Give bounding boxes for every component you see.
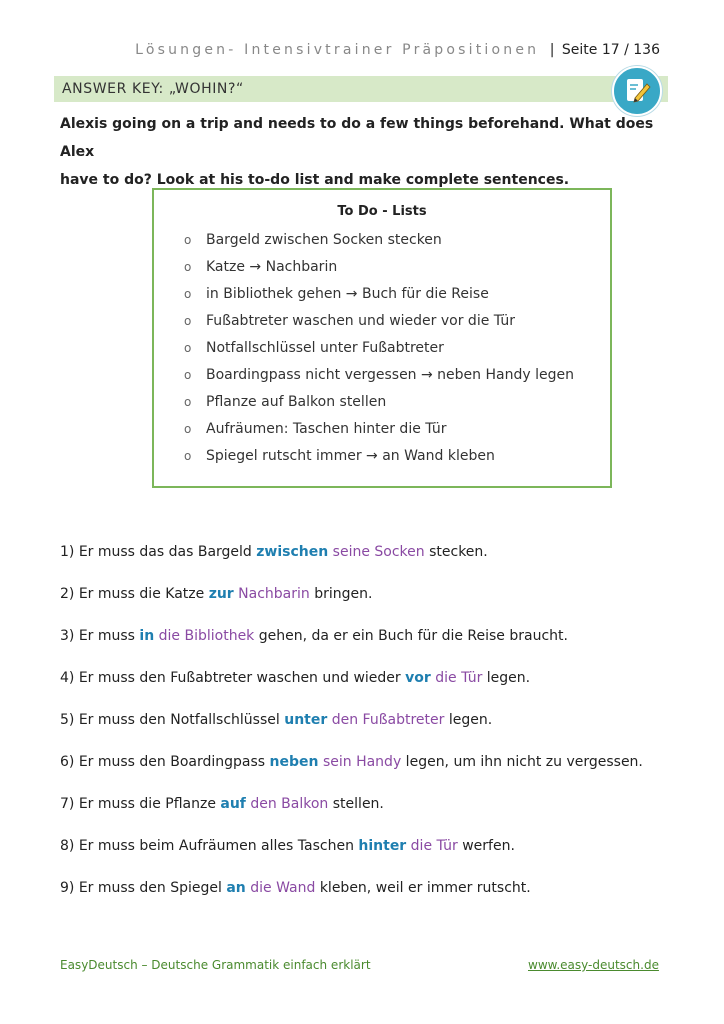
answer-text: werfen. [457, 838, 515, 854]
answer-preposition: unter [284, 712, 328, 728]
answer-object: die Tür [410, 838, 458, 854]
answer-sentence [60, 586, 643, 628]
page-number: Seite 17 / 136 [561, 42, 660, 58]
answer-preposition: vor [405, 670, 431, 686]
section-title: ANSWER KEY: „WOHIN?“ [62, 81, 244, 97]
instructions-line-2: have to do? Look at his to-do list and make complete sentences. [60, 172, 570, 188]
answer-text: stellen. [328, 796, 384, 812]
circle-bullet-icon: o [184, 395, 192, 409]
todo-item [184, 259, 574, 286]
todo-item-text: Pflanze auf Balkon stellen [206, 394, 387, 410]
circle-bullet-icon: o [184, 368, 192, 382]
answer-text: 1) Er muss das das Bargeld [60, 544, 257, 560]
todo-item [184, 367, 574, 394]
answer-object: den Fußabtreter [331, 712, 445, 728]
answer-text: 8) Er muss beim Aufräumen alles Taschen [60, 838, 359, 854]
todo-item-text: in Bibliothek gehen → Buch für die Reise [206, 286, 489, 302]
pencil-paper-icon [612, 66, 662, 116]
answer-list [60, 544, 643, 922]
header-separator: | [549, 42, 555, 58]
todo-list [184, 232, 574, 475]
footer-brand: EasyDeutsch – Deutsche Grammatik einfach erklärt [60, 958, 371, 972]
answer-object: die Tür [435, 670, 483, 686]
answer-object: sein Handy [322, 754, 402, 770]
answer-preposition: zur [208, 586, 234, 602]
answer-preposition: zwischen [256, 544, 329, 560]
todo-item [184, 286, 574, 313]
task-instructions [60, 110, 660, 194]
todo-item-text: Fußabtreter waschen und wieder vor die Tür [206, 313, 516, 329]
instructions-line-1: Alexis going on a trip and needs to do a few things beforehand. What does Alex [60, 116, 654, 160]
answer-object: die Wand [250, 880, 316, 896]
answer-sentence [60, 544, 643, 586]
answer-text: 9) Er muss den Spiegel [60, 880, 227, 896]
answer-text: 4) Er muss den Fußabtreter waschen und wieder [60, 670, 406, 686]
answer-object: die Bibliothek [158, 628, 255, 644]
todo-item-text: Spiegel rutscht immer → an Wand kleben [206, 448, 495, 464]
circle-bullet-icon: o [184, 449, 192, 463]
answer-text: bringen. [309, 586, 373, 602]
answer-text: gehen, da er ein Buch für die Reise braucht. [254, 628, 568, 644]
todo-item-text: Notfallschlüssel unter Fußabtreter [206, 340, 444, 356]
answer-text: stecken. [424, 544, 488, 560]
todo-item [184, 448, 574, 475]
footer-website-link[interactable]: www.easy-deutsch.de [528, 958, 659, 972]
todo-title: To Do - Lists [337, 204, 427, 219]
circle-bullet-icon: o [184, 287, 192, 301]
answer-object: Nachbarin [238, 586, 310, 602]
answer-sentence [60, 712, 643, 754]
circle-bullet-icon: o [184, 260, 192, 274]
todo-item [184, 394, 574, 421]
page-header [0, 42, 660, 58]
circle-bullet-icon: o [184, 314, 192, 328]
answer-text: 2) Er muss die Katze [60, 586, 209, 602]
answer-preposition: in [139, 628, 155, 644]
section-banner [54, 76, 668, 102]
answer-preposition: auf [220, 796, 246, 812]
answer-text: kleben, weil er immer rutscht. [315, 880, 531, 896]
todo-item-text: Bargeld zwischen Socken stecken [206, 232, 442, 248]
answer-text: 3) Er muss [60, 628, 140, 644]
answer-object: den Balkon [250, 796, 329, 812]
answer-preposition: hinter [358, 838, 407, 854]
answer-text: legen. [482, 670, 531, 686]
answer-sentence [60, 838, 643, 880]
answer-sentence [60, 754, 643, 796]
circle-bullet-icon: o [184, 341, 192, 355]
answer-text: 6) Er muss den Boardingpass [60, 754, 270, 770]
document-title: Lösungen- Intensivtrainer Präpositionen [135, 42, 540, 58]
answer-sentence [60, 670, 643, 712]
answer-text: 5) Er muss den Notfallschlüssel [60, 712, 285, 728]
todo-item-text: Aufräumen: Taschen hinter die Tür [206, 421, 447, 437]
answer-text: 7) Er muss die Pflanze [60, 796, 221, 812]
todo-item [184, 313, 574, 340]
todo-item [184, 421, 574, 448]
answer-preposition: an [226, 880, 246, 896]
answer-text: legen, um ihn nicht zu vergessen. [401, 754, 643, 770]
answer-object: seine Socken [332, 544, 425, 560]
todo-box [152, 188, 612, 488]
answer-text: legen. [444, 712, 493, 728]
answer-sentence [60, 628, 643, 670]
answer-sentence [60, 880, 643, 922]
circle-bullet-icon: o [184, 422, 192, 436]
todo-item [184, 232, 574, 259]
answer-preposition: neben [269, 754, 319, 770]
circle-bullet-icon: o [184, 233, 192, 247]
todo-item-text: Boardingpass nicht vergessen → neben Handy legen [206, 367, 574, 383]
todo-item-text: Katze → Nachbarin [206, 259, 338, 275]
answer-sentence [60, 796, 643, 838]
todo-item [184, 340, 574, 367]
